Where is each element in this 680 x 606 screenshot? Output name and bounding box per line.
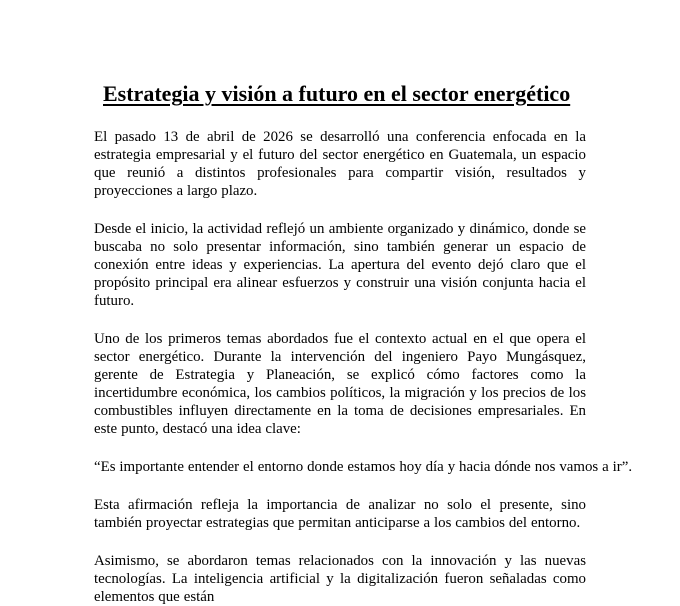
paragraph-context: Uno de los primeros temas abordados fue el contexto actual en el que opera el sector energético. Durante la intervención del ingeniero Payo Mungásquez, gerente de Estrategia y Planeación, se explicó cómo factores como la incertidumbre económica, los cambios políticos, la migración y los precios de los combustibles influyen directamente en la toma de decisiones empresariales. En este punto, destacó una idea clave:: [94, 331, 586, 437]
paragraph-innovation: Asimismo, se abordaron temas relacionados con la innovación y las nuevas tecnologías. La inteligencia artificial y la digitalización fueron señaladas como elementos que están: [94, 553, 586, 605]
paragraph-opening: Desde el inicio, la actividad reflejó un ambiente organizado y dinámico, donde se buscaba no solo presentar información, sino también generar un espacio de conexión entre ideas y experiencias. La apertura del evento dejó claro que el propósito principal era alinear esfuerzos y construir una visión conjunta hacia el futuro.: [94, 221, 586, 309]
paragraph-analysis: Esta afirmación refleja la importancia de analizar no solo el presente, sino también proyectar estrategias que permitan anticiparse a los cambios del entorno.: [94, 497, 586, 531]
document-title: Estrategia y visión a futuro en el sector energético: [103, 81, 571, 106]
paragraph-quote: “Es importante entender el entorno donde estamos hoy día y hacia dónde nos vamos a ir”.: [94, 459, 633, 475]
paragraph-intro: El pasado 13 de abril de 2026 se desarrolló una conferencia enfocada en la estrategia empresarial y el futuro del sector energético en Guatemala, un espacio que reunió a distintos profesionales para compartir visión, resultados y proyecciones a largo plazo.: [94, 129, 586, 199]
